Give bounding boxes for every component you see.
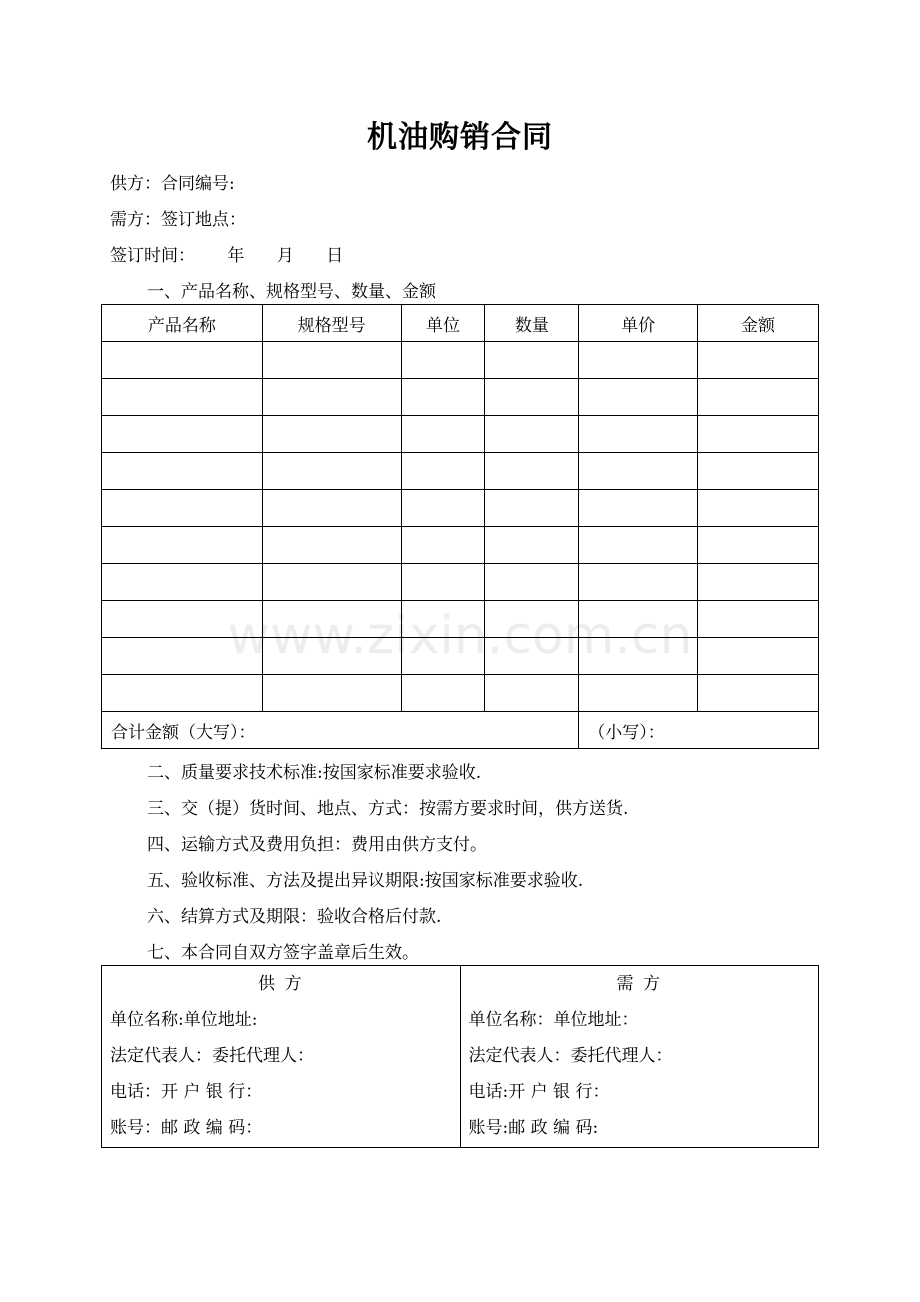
supplier-heading: 供 方 <box>258 974 304 994</box>
total-amount-capital: 合计金额（大写）： <box>102 712 579 749</box>
table-row <box>102 342 819 379</box>
supplier-cell <box>102 966 461 1148</box>
table-cell <box>485 675 579 712</box>
table-cell <box>485 638 579 675</box>
table-cell <box>401 638 485 675</box>
table-cell <box>401 490 485 527</box>
products-table <box>101 304 819 749</box>
total-row <box>102 712 819 749</box>
clause-6: 六、结算方式及期限：验收合格后付款. <box>147 907 442 927</box>
clause-5: 五、验收标准、方法及提出异议期限:按国家标准要求验收. <box>147 871 584 891</box>
col-header-amount: 金额 <box>698 305 819 342</box>
table-row <box>102 601 819 638</box>
table-cell <box>262 379 401 416</box>
table-cell <box>262 527 401 564</box>
table-cell <box>579 601 698 638</box>
table-cell <box>102 453 263 490</box>
table-cell <box>262 490 401 527</box>
table-cell <box>579 416 698 453</box>
table-cell <box>401 342 485 379</box>
parties-table <box>101 965 819 1148</box>
col-header-unit: 单位 <box>401 305 485 342</box>
table-cell <box>262 342 401 379</box>
supplier-unit-name-address: 单位名称:单位地址: <box>110 1010 258 1030</box>
table-cell <box>102 638 263 675</box>
table-cell <box>485 564 579 601</box>
supplier-representative: 法定代表人：委托代理人： <box>110 1046 314 1066</box>
table-cell <box>485 453 579 490</box>
table-cell <box>401 675 485 712</box>
clause-3: 三、交（提）货时间、地点、方式：按需方要求时间，供方送货. <box>147 799 629 819</box>
table-cell <box>262 638 401 675</box>
section-1-heading: 一、产品名称、规格型号、数量、金额 <box>147 282 436 302</box>
supplier-phone-bank: 电话：开 户 银 行： <box>110 1082 263 1102</box>
table-cell <box>698 490 819 527</box>
table-cell <box>102 342 263 379</box>
supplier-contract-number-line: 供方：合同编号: <box>110 174 235 194</box>
table-cell <box>579 638 698 675</box>
table-cell <box>485 416 579 453</box>
col-header-spec-model: 规格型号 <box>262 305 401 342</box>
table-cell <box>102 675 263 712</box>
col-header-product-name: 产品名称 <box>102 305 263 342</box>
table-cell <box>262 601 401 638</box>
table-row <box>102 527 819 564</box>
table-cell <box>485 601 579 638</box>
table-cell <box>401 527 485 564</box>
table-cell <box>579 527 698 564</box>
table-row <box>102 675 819 712</box>
watermark: www.zixin.com.cn <box>227 606 693 666</box>
table-row <box>102 379 819 416</box>
table-cell <box>401 379 485 416</box>
table-cell <box>262 453 401 490</box>
table-cell <box>401 601 485 638</box>
buyer-cell <box>460 966 819 1148</box>
table-cell <box>698 564 819 601</box>
table-cell <box>579 564 698 601</box>
table-cell <box>262 675 401 712</box>
table-cell <box>102 601 263 638</box>
table-cell <box>401 453 485 490</box>
table-cell <box>698 379 819 416</box>
clause-4: 四、运输方式及费用负担：费用由供方支付。 <box>147 835 487 855</box>
document-title: 机油购销合同 <box>367 120 553 155</box>
buyer-signing-place-line: 需方：签订地点： <box>110 210 246 230</box>
clause-2: 二、质量要求技术标准:按国家标准要求验收. <box>147 763 482 783</box>
buyer-unit-name-address: 单位名称：单位地址： <box>468 1010 639 1030</box>
table-cell <box>262 564 401 601</box>
table-cell <box>579 675 698 712</box>
buyer-heading: 需 方 <box>616 974 662 994</box>
table-cell <box>698 416 819 453</box>
table-cell <box>102 564 263 601</box>
table-cell <box>698 638 819 675</box>
table-cell <box>579 342 698 379</box>
table-cell <box>698 601 819 638</box>
table-row <box>102 564 819 601</box>
buyer-representative: 法定代表人：委托代理人： <box>468 1046 673 1066</box>
table-cell <box>698 453 819 490</box>
buyer-account-postcode: 账号:邮 政 编 码: <box>468 1118 599 1138</box>
table-cell <box>579 453 698 490</box>
table-cell <box>401 416 485 453</box>
table-row <box>102 490 819 527</box>
table-cell <box>485 527 579 564</box>
table-cell <box>262 416 401 453</box>
table-header-row <box>102 305 819 342</box>
table-cell <box>102 416 263 453</box>
table-cell <box>579 490 698 527</box>
signing-date-line: 签订时间： 年 月 日 <box>110 246 344 266</box>
table-row <box>102 416 819 453</box>
table-cell <box>102 379 263 416</box>
table-cell <box>698 527 819 564</box>
table-cell <box>485 490 579 527</box>
table-cell <box>485 342 579 379</box>
table-cell <box>698 675 819 712</box>
table-cell <box>102 527 263 564</box>
col-header-quantity: 数量 <box>485 305 579 342</box>
clause-7: 七、本合同自双方签字盖章后生效。 <box>147 943 419 963</box>
table-cell <box>485 379 579 416</box>
table-cell <box>579 379 698 416</box>
table-row <box>102 638 819 675</box>
table-cell <box>698 342 819 379</box>
table-cell <box>401 564 485 601</box>
table-cell <box>102 490 263 527</box>
total-amount-small: （小写）： <box>579 712 819 749</box>
buyer-phone-bank: 电话:开 户 银 行： <box>468 1082 610 1102</box>
col-header-unit-price: 单价 <box>579 305 698 342</box>
supplier-account-postcode: 账号：邮 政 编 码： <box>110 1118 263 1138</box>
table-row <box>102 453 819 490</box>
